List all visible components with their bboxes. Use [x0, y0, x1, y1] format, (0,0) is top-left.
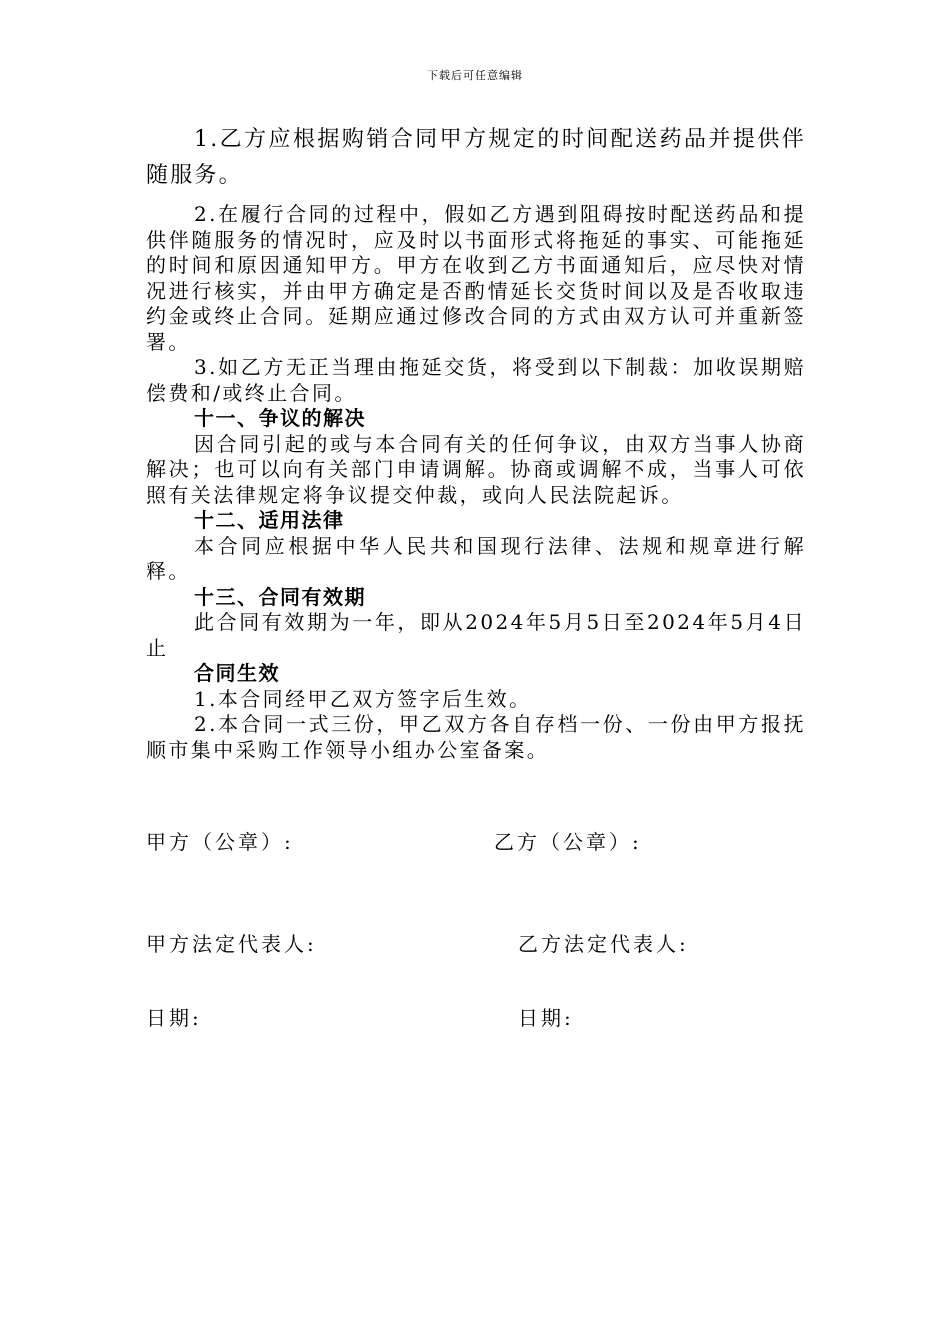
- party-a-date-label: 日期:: [146, 1006, 202, 1030]
- clause-validity: 此合同有效期为一年，即从2024年5月5日至2024年5月4日止: [146, 610, 806, 660]
- party-b-seal-label: 乙方（公章）:: [494, 830, 642, 854]
- party-b-date-label: 日期:: [518, 1006, 574, 1030]
- section-heading-effective: 合同生效: [194, 661, 280, 685]
- clause-delay-notice: 2.在履行合同的过程中，假如乙方遇到阻碍按时配送药品和提供伴随服务的情况时，应及时以书面形式将拖延的事实、可能拖延的时间和原因通知甲方。甲方在收到乙方书面通知后，应尽快对情况进行核实，并由甲方确定是否酌情延长交货时间以及是否收取违约金或终止合同。延期应通过修改合同的方式由双方认可并重新签署。: [146, 202, 806, 354]
- clause-delivery-time: 1.乙方应根据购销合同甲方规定的时间配送药品并提供伴随服务。: [146, 127, 806, 188]
- clause-law: 本合同应根据中华人民共和国现行法律、法规和规章进行解释。: [146, 533, 806, 583]
- party-a-seal-label: 甲方（公章）:: [146, 830, 294, 854]
- clause-effective-sign: 1.本合同经甲乙双方签字后生效。: [194, 686, 532, 711]
- section-heading-validity: 十三、合同有效期: [194, 584, 366, 609]
- page-header: 下载后可任意编辑: [427, 69, 523, 82]
- section-heading-dispute: 十一、争议的解决: [194, 406, 366, 430]
- contract-body: [146, 122, 806, 763]
- clause-effective-copies: 2.本合同一式三份，甲乙双方各自存档一份、一份由甲方报抚顺市集中采购工作领导小组办公室备案。: [146, 712, 806, 762]
- clause-delay-penalty: 3.如乙方无正当理由拖延交货，将受到以下制裁：加收误期赔偿费和/或终止合同。: [146, 355, 806, 405]
- party-b-representative-label: 乙方法定代表人:: [518, 932, 689, 956]
- party-a-representative-label: 甲方法定代表人:: [146, 932, 317, 956]
- clause-dispute: 因合同引起的或与本合同有关的任何争议，由双方当事人协商解决；也可以向有关部门申请调解。协商或调解不成，当事人可依照有关法律规定将争议提交仲裁，或向人民法院起诉。: [146, 431, 806, 507]
- section-heading-law: 十二、适用法律: [194, 508, 345, 532]
